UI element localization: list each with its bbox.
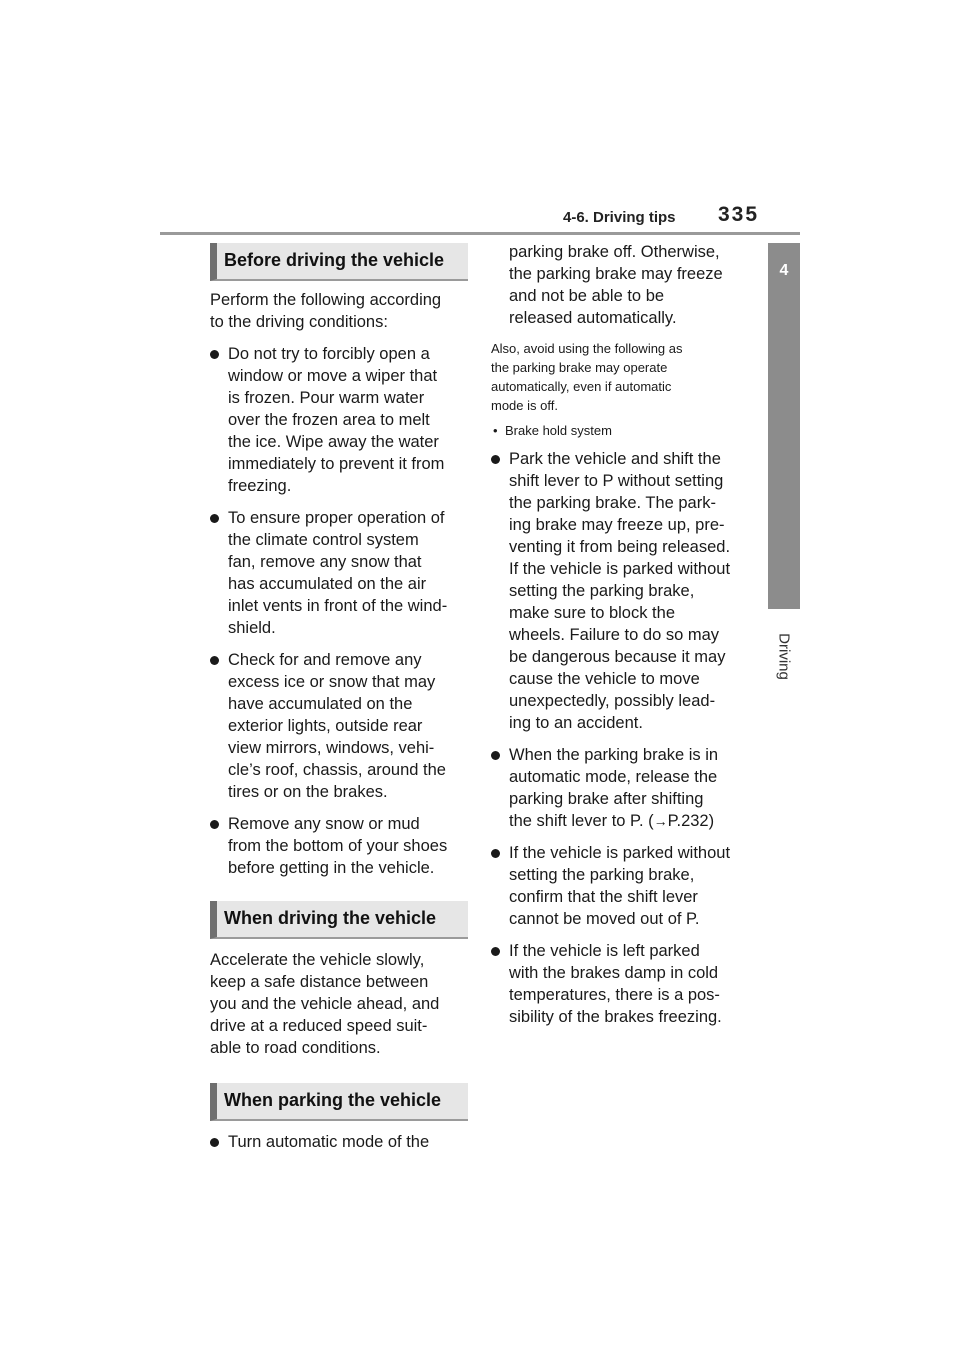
chapter-number: 4 [779,262,789,279]
bullet-icon [491,751,500,760]
bullet-icon [210,1138,219,1147]
small-bullet-icon: • [493,423,498,438]
note-text: Also, avoid using the following as the parking brake may operate automatically, even if automatic mode is off. [491,341,683,413]
bullet-icon [491,455,500,464]
list-item: Check for and remove any excess ice or snow that may have accumulated on the exterior lights, outside rear view mirrors, windows, vehi- cle’s roof, chassis, around the tires or on the brakes. [210,649,470,803]
bullet-icon [210,820,219,829]
section-heading-before-driving: Before driving the vehicle [210,243,468,281]
list-item: Turn automatic mode of the [210,1131,470,1153]
bullet-icon [491,849,500,858]
list-item-continued: parking brake off. Otherwise, the parking brake may freeze and not be able to be released automatically. [509,243,723,327]
list-item: If the vehicle is parked without setting the parking brake, confirm that the shift lever cannot be moved out of P. [491,842,751,930]
intro-text: Perform the following according to the driving conditions: [210,291,442,331]
right-column [491,241,751,1028]
list-item: Remove any snow or mud from the bottom of your shoes before getting in the vehicle. [210,813,470,879]
section-heading-when-driving: When driving the vehicle [210,901,468,939]
list-item: If the vehicle is left parked with the brakes damp in cold temperatures, there is a pos- sibility of the brakes freezing. [491,940,751,1028]
list-item: Do not try to forcibly open a window or move a wiper that is frozen. Pour warm water over the frozen area to melt the ice. Wipe away the water immediately to prevent it from freezing. [210,343,470,497]
note-list-item: • Brake hold system [493,423,612,438]
bullet-icon [210,514,219,523]
bullet-icon [210,656,219,665]
list-item: To ensure proper operation of the climate control system fan, remove any snow that has accumulated on the air inlet vents in front of the wind- shield. [210,507,470,639]
arrow-right-icon: → [653,813,668,829]
left-column [210,243,470,1153]
chapter-tab [768,243,800,609]
section-heading-when-parking: When parking the vehicle [210,1083,468,1121]
chapter-label: Driving [775,633,793,680]
bullet-icon [210,350,219,359]
bullet-icon [491,947,500,956]
list-item: Park the vehicle and shift the shift lever to P without setting the parking brake. The park- ing brake may freeze up, pre- venting it from being released. If the vehicle is parked without setting the parking brake, make sure to block the wheels. Failure to do so may be dangerous because it may cause the vehicle to move unexpectedly, possibly lead- ing to an accident. [491,448,751,734]
list-item: When the parking brake is in automatic mode, release the parking brake after shifting the shift lever to P. (→P.232) [491,744,751,832]
running-header-section: 4-6. Driving tips [563,209,676,226]
header-rule [160,232,800,235]
page-number: 335 [718,203,760,226]
page-reference-link[interactable]: P.232) [667,812,715,830]
driving-body-text: Accelerate the vehicle slowly, keep a safe distance between you and the vehicle ahead, and drive at a reduced speed suit- able to road conditions. [210,951,440,1057]
